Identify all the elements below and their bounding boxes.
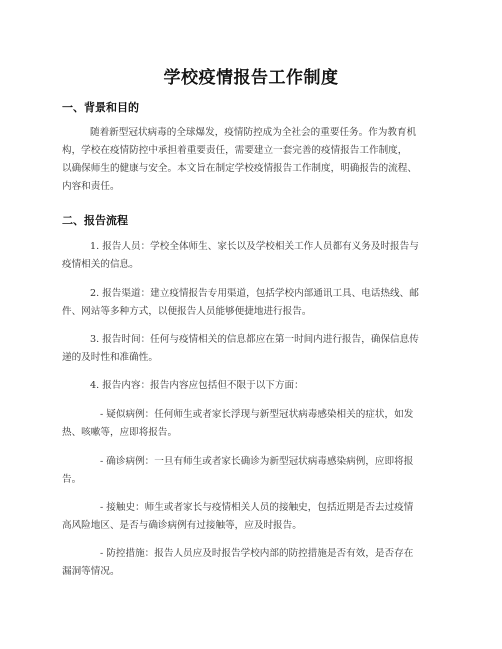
paragraph-line: 漏洞等情况。 — [62, 566, 120, 577]
paragraph-content — [62, 377, 304, 395]
paragraph-line: 构，学校在疫情防控中承担着重要责任，需要建立一套完善的疫情报告工作制度， — [62, 145, 408, 156]
paragraph-line: - 防控措施：报告人员应及时报告学校内部的防控措施是否有效，是否存在 — [100, 548, 414, 559]
paragraph-line: 以确保师生的健康与安全。本文旨在制定学校疫情报告工作制度，明确报告的流程、 — [62, 163, 417, 174]
paragraph-line: 随着新型冠状病毒的全球爆发，疫情防控成为全社会的重要任务。作为教育机 — [90, 127, 417, 138]
item-suspected-cases — [62, 406, 413, 442]
paragraph-reporters — [62, 238, 419, 274]
section-heading-background: 一、背景和目的 — [62, 101, 139, 114]
paragraph-line: 高风险地区、是否与确诊病例有过接触等，应及时报告。 — [62, 520, 302, 531]
paragraph-line: 热、咳嗽等，应即将报告。 — [62, 427, 178, 438]
paragraph-line: 疫情相关的信息。 — [62, 259, 139, 270]
item-prevention-measures — [62, 545, 413, 581]
paragraph-line: 2. 报告渠道：建立疫情报告专用渠道，包括学校内部通讯工具、电话热线、邮 — [90, 288, 419, 299]
paragraph-channels — [62, 285, 419, 321]
paragraph-line: 告。 — [62, 474, 82, 485]
paragraph-line: 件、网站等多种方式，以便报告人员能够便捷地进行报告。 — [62, 306, 312, 317]
paragraph-timing — [62, 331, 419, 367]
paragraph-background — [62, 124, 417, 196]
paragraph-line: 递的及时性和准确性。 — [62, 352, 158, 363]
item-confirmed-cases — [62, 453, 413, 489]
paragraph-line: 4. 报告内容：报告内容应包括但不限于以下方面： — [90, 380, 304, 391]
document-title: 学校疫情报告工作制度 — [163, 68, 339, 88]
paragraph-line: 1. 报告人员：学校全体师生、家长以及学校相关工作人员都有义务及时报告与 — [90, 241, 419, 252]
item-contact-history — [62, 499, 413, 535]
paragraph-line: - 疑似病例：任何师生或者家长浮现与新型冠状病毒感染相关的症状，如发 — [100, 409, 414, 420]
paragraph-line: - 接触史：师生或者家长与疫情相关人员的接触史，包括近期是否去过疫情 — [100, 502, 414, 513]
section-heading-process: 二、报告流程 — [62, 214, 128, 227]
paragraph-line: 3. 报告时间：任何与疫情相关的信息都应在第一时间内进行报告，确保信息传 — [90, 334, 419, 345]
paragraph-line: 内容和责任。 — [62, 181, 120, 192]
paragraph-line: - 确诊病例：一旦有师生或者家长确诊为新型冠状病毒感染病例，应即将报 — [100, 456, 414, 467]
